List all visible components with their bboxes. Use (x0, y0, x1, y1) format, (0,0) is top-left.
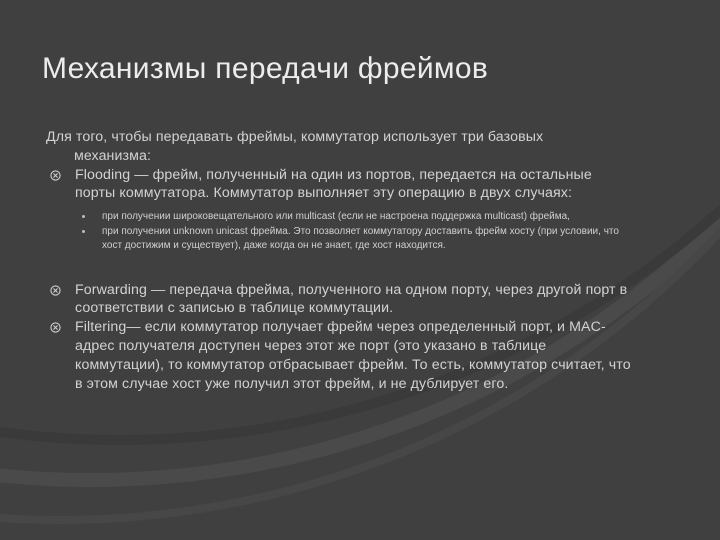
dot-bullet-icon (82, 230, 85, 233)
intro-paragraph (46, 128, 636, 166)
bullet-text: Flooding — фрейм, полученный на один из портов, передается на остальные порты коммутатора. Коммутатор выполняет эту операцию в двух случаях: (75, 166, 592, 202)
bullet-text: Filtering— если коммутатор получает фрейм через определенный порт, и MAC-адрес получателя доступен через этот же порт (это указано в таблице коммутации), то коммутатор отбрасывает фрейм. То есть, коммутатор считает, что в этом случае хост уже получил этот фрейм, и не дублирует его. (75, 319, 631, 392)
sub-bullet-list (46, 210, 636, 254)
circled-x-icon (50, 170, 61, 181)
dot-bullet-icon (82, 215, 85, 218)
bullet-forwarding (46, 281, 636, 319)
intro-line-1: Для того, чтобы передавать фреймы, коммутатор использует три базовых (46, 129, 544, 145)
bullet-flooding (46, 166, 636, 204)
sub-bullet-text: при получении широковещательного или multicast (если не настроена поддержка multicast) фрейма, (102, 211, 570, 223)
slide-body (46, 128, 636, 393)
bullet-filtering (46, 318, 636, 393)
intro-line-2: механизма: (74, 147, 152, 164)
sub-bullet-broadcast (102, 210, 636, 225)
circled-x-icon (50, 285, 61, 296)
sub-bullet-text: при получении unknown unicast фрейма. Это позволяет коммутатору доставить фрейм хосту (при условии, что хост достижим и существует), даже когда он не знает, где хост находится. (102, 225, 619, 252)
slide-title: Механизмы передачи фреймов (42, 52, 489, 85)
sub-bullet-unknown-unicast (102, 225, 636, 254)
circled-x-icon (50, 322, 61, 333)
bullet-text: Forwarding — передача фрейма, полученного на одном порту, через другой порт в соответствии с записью в таблице коммутации. (75, 281, 628, 317)
spacer (46, 254, 636, 281)
